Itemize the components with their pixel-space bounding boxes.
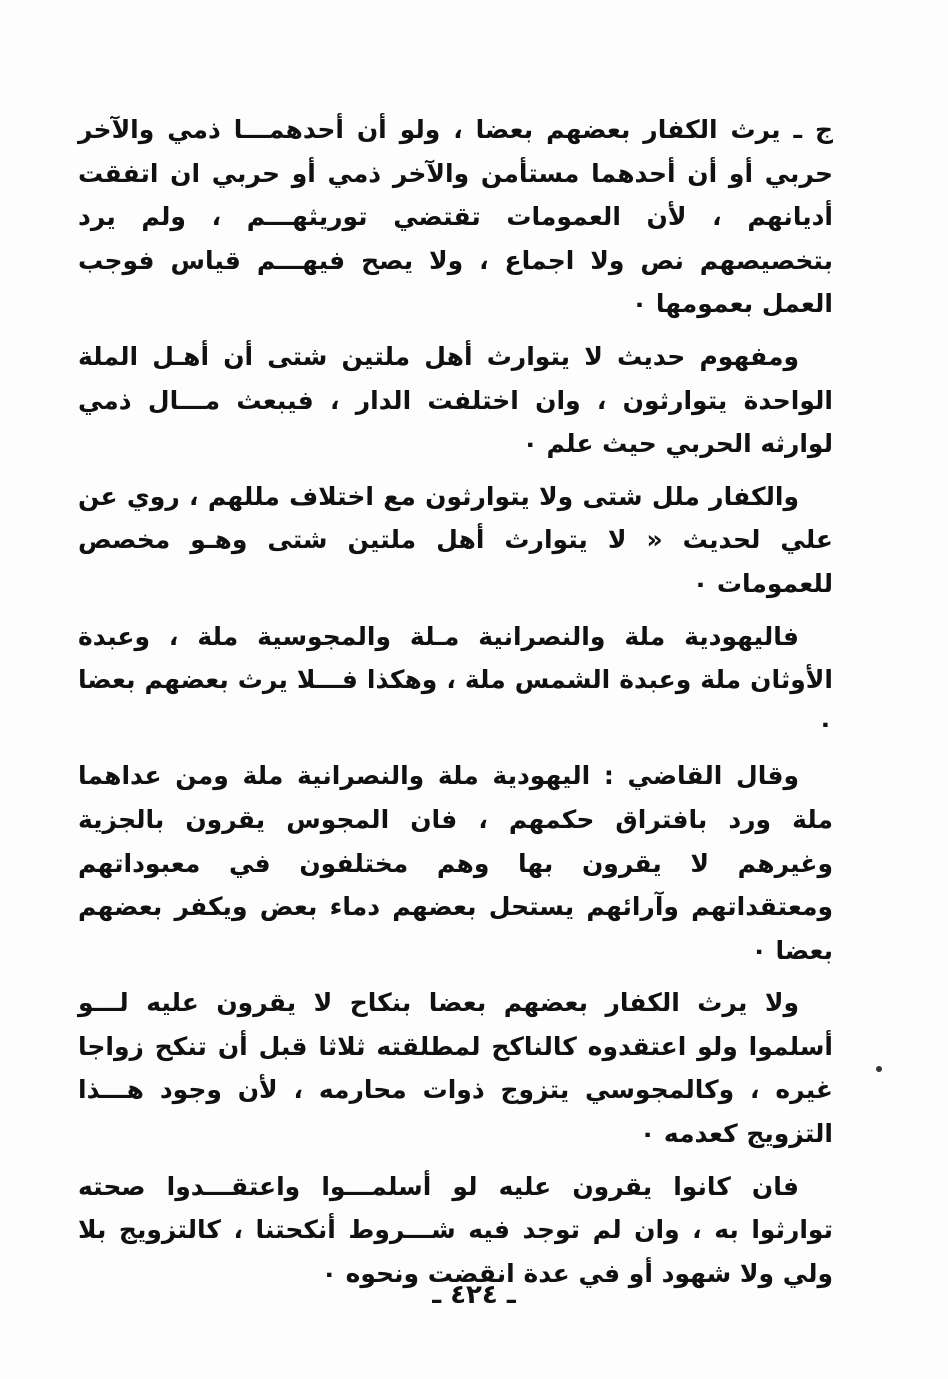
paragraph-4: فاليهودية ملة والنصرانية مـلة والمجوسية ملة ، وعبدة الأوثان ملة وعبدة الشمس ملة ، وهكذا فـــلا يرث بعضهم بعضا ٠ [78, 621, 833, 738]
paragraph-1: ج ـ يرث الكفار بعضهم بعضا ، ولو أن أحدهمـــا ذمي والآخر حربي أو أن أحدهما مستأمن والآخر ذمي أو حربي ان اتفقت أديانهم ، لأن العمومات تقتضي توريثهـــم ، ولم يرد بتخصيصهم نص ولا اجماع ، ولا يصح فيهـــم قياس فوجب العمل بعمومها ٠ [78, 115, 833, 319]
page-number: ـ ٤٢٤ ـ [432, 1280, 516, 1310]
body-text [78, 108, 833, 1304]
paragraph-5: وقال القاضي : اليهودية ملة والنصرانية ملة ومن عداهما ملة ورد بافتراق حكمهم ، فان المجوس يقرون بالجزية وغيرهم لا يقرون بها وهم مختلفون في معبوداتهم ومعتقداتهم وآرائهم يستحل بعضهم دماء بعض ويكفر بعضهم بعضا ٠ [78, 761, 833, 965]
paragraph-3: والكفار ملل شتى ولا يتوارثون مع اختلاف مللهم ، روي عن علي لحديث « لا يتوارث أهل ملتين شتى وهـو مخصص للعمومات ٠ [78, 481, 833, 598]
paragraph-2: ومفهوم حديث لا يتوارث أهل ملتين شتى أن أهـل الملة الواحدة يتوارثون ، وان اختلفت الدار ، فيبعث مـــال ذمي لوارثه الحربي حيث علم ٠ [78, 341, 833, 459]
ink-speck [876, 1066, 882, 1072]
paragraph-7: فان كانوا يقرون عليه لو أسلمـــوا واعتقـــدوا صحته توارثوا به ، وان لم توجد فيه شـــروط أنكحتنا ، كالتزويج بلا ولي ولا شهود أو في عدة انقضت ونحوه ٠ [78, 1171, 833, 1288]
paragraph-6: ولا يرث الكفار بعضهم بعضا بنكاح لا يقرون عليه لـــو أسلموا ولو اعتقدوه كالناكح لمطلقته ثلاثا قبل أن تنكح زواجا غيره ، وكالمجوسي يتزوج ذوات محارمه ، لأن وجود هـــذا التزويج كعدمه ٠ [78, 988, 833, 1149]
